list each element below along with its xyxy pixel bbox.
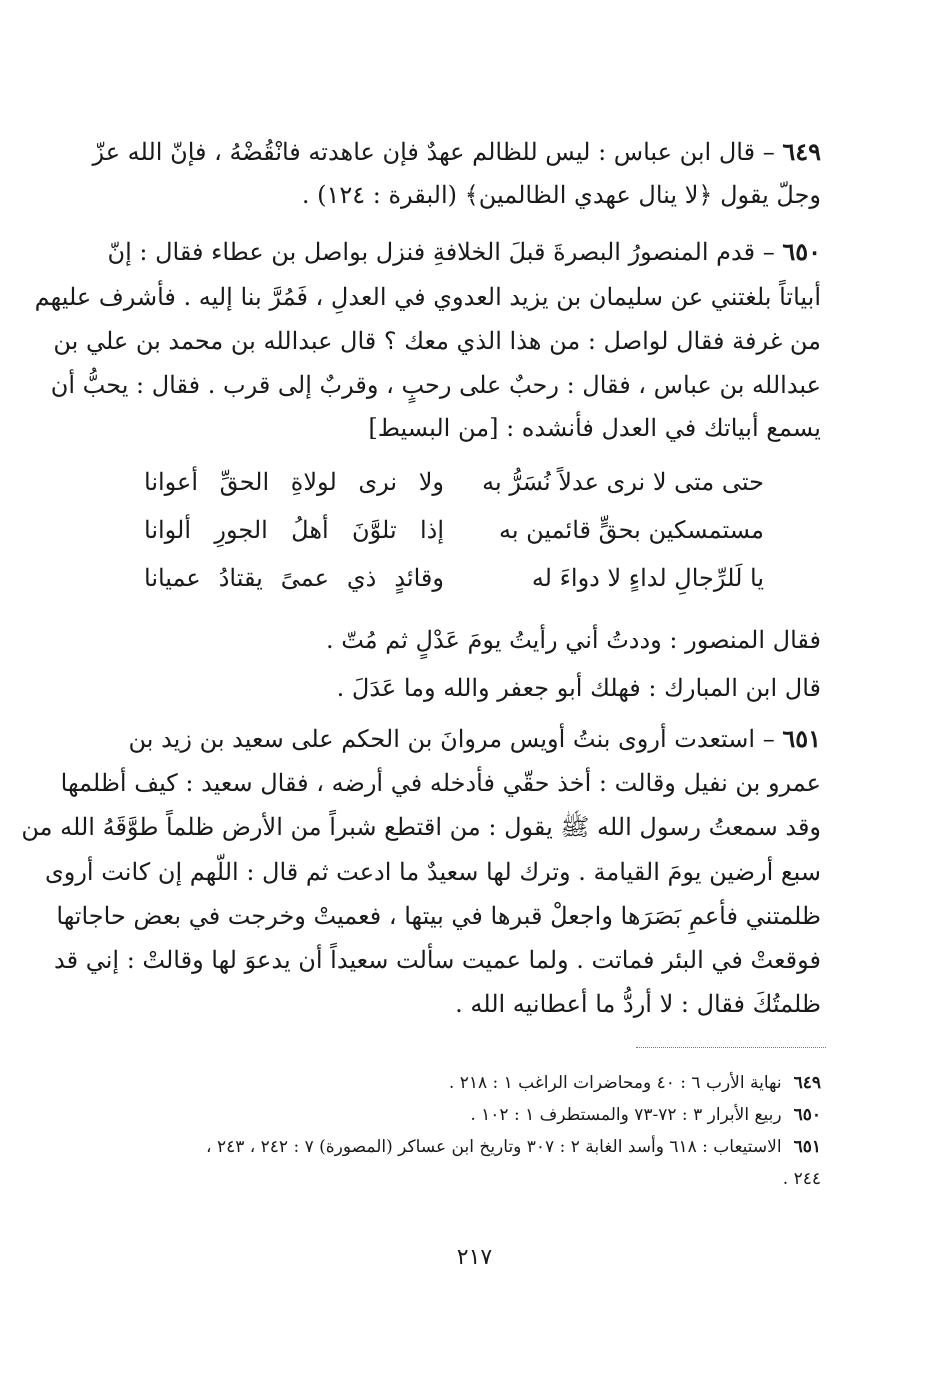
verse-3-first-hemistich: يا لَلرِّجالِ لداءٍ لا دواءَ له (531, 564, 764, 592)
footnote-number: ٦٤٩ (793, 1073, 821, 1093)
footnote-number: ٦٥٠ (793, 1105, 821, 1125)
footnote-text: نهاية الأرب ٦ : ٤٠ ومحاضرات الراغب ١ : ٢١٨ . (448, 1073, 782, 1093)
footnote-text: الاستيعاب : ٦١٨ وأسد الغابة ٢ : ٣٠٧ وتاريخ ابن عساكر (المصورة) ٧ : ٢٤٢ ، ٢٤٣ ، (206, 1137, 782, 1157)
entry-651-line-1: ٦٥١ – استعدت أروى بنتُ أويس مروانَ بن الحكم على سعيد بن زيد بن (128, 724, 821, 753)
entry-650-line-2: أبياتاً بلغتني عن سليمان بن يزيد العدوي في العدلِ ، فَمُرَّ بنا إليه . فأشرف عليهم (34, 283, 821, 311)
page-number: ٢١٧ (456, 1245, 493, 1270)
footnote-649 (131, 1075, 821, 1092)
entry-651-line-2: عمرو بن نفيل وقالت : أخذ حقّي فأدخله في أرضه ، فقال سعيد : كيف أظلمها (60, 769, 821, 797)
entry-650-line-4: عبدالله بن عباس ، فقال : رحبٌ على رحبٍ ، وقربٌ إلى قرب . فقال : يحبُّ أن (50, 371, 821, 399)
footnote-separator (636, 1047, 826, 1048)
footnote-number: ٦٥١ (793, 1137, 821, 1157)
footnote-650 (131, 1107, 821, 1124)
text-line: قدم المنصورُ البصرةَ قبلَ الخلافةِ فنزل بواصل بن عطاء فقال : إنّ (107, 238, 756, 266)
verse-1-first-hemistich: حتى متى لا نرى عدلاً نُسَرُّ به (482, 468, 764, 496)
entry-650-after-2: قال ابن المبارك : فهلك أبو جعفر والله وما عَدَلَ . (336, 674, 821, 702)
entry-650-after-1: فقال المنصور : وددتُ أني رأيتُ يومَ عَدْلٍ ثم مُتّ . (325, 626, 821, 654)
footnote-text: ربيع الأبرار ٣ : ٧٢-٧٣ والمستطرف ١ : ١٠٢ . (470, 1105, 782, 1125)
footnote-651 (131, 1139, 821, 1156)
entry-650-line-1: ٦٥٠ – قدم المنصورُ البصرةَ قبلَ الخلافةِ فنزل بواصل بن عطاء فقال : إنّ (107, 237, 821, 266)
text-line: استعدت أروى بنتُ أويس مروانَ بن الحكم على سعيد بن زيد بن (128, 725, 756, 753)
entry-649-line-1: ٦٤٩ – قال ابن عباس : ليس للظالم عهدٌ فإن عاهدته فانْقُضْهُ ، فإنّ الله عزّ (92, 137, 821, 166)
entry-651-line-6: فوقعتْ في البئر فماتت . ولما عميت سألت سعيداً أن يدعوَ لها وقالتْ : إني قد (54, 946, 821, 974)
entry-651-line-5: ظلمتني فأعمِ بَصَرَها واجعلْ قبرها في بيتها ، فعميتْ وخرجت في بعض حاجاتها (56, 902, 821, 930)
entry-651-line-4: سبع أرضين يومَ القيامة . وترك لها سعيدٌ ما ادعت ثم قال : اللّهم إن كانت أروى (44, 858, 821, 886)
entry-649-line-2: وجلّ يقول ﴿لا ينال عهدي الظالمين﴾ (البقرة : ١٢٤) . (301, 181, 821, 209)
verse-3-second-hemistich: وقائدٍ ذي عمىً يقتادُ عميانا (144, 564, 444, 592)
entry-650-line-5: يسمع أبياتك في العدل فأنشده : [من البسيط] (368, 414, 821, 442)
entry-650-line-3: من غرفة فقال لواصل : من هذا الذي معك ؟ قال عبدالله بن محمد بن علي بن (53, 327, 821, 355)
text-line: قال ابن عباس : ليس للظالم عهدٌ فإن عاهدته فانْقُضْهُ ، فإنّ الله عزّ (92, 138, 756, 166)
entry-number: ٦٥٠ (782, 237, 821, 266)
verse-2-first-hemistich: مستمسكين بحقٍّ قائمين به (498, 516, 764, 544)
verse-1-second-hemistich: ولا نرى لولاةِ الحقِّ أعوانا (144, 468, 444, 496)
verse-2-second-hemistich: إذا تلوَّنَ أهلُ الجورِ ألوانا (144, 516, 444, 544)
footnote-651-continuation: ٢٤٤ . (782, 1169, 821, 1189)
entry-number: ٦٤٩ (782, 137, 821, 166)
entry-number: ٦٥١ (782, 724, 821, 753)
entry-651-line-3: وقد سمعتُ رسول الله ﷺ يقول : من اقتطع شبراً من الأرض ظلماً طوَّقَهُ الله من (21, 813, 821, 841)
entry-651-line-7: ظلمتُكَ فقال : لا أردُّ ما أعطانيه الله . (455, 990, 821, 1018)
